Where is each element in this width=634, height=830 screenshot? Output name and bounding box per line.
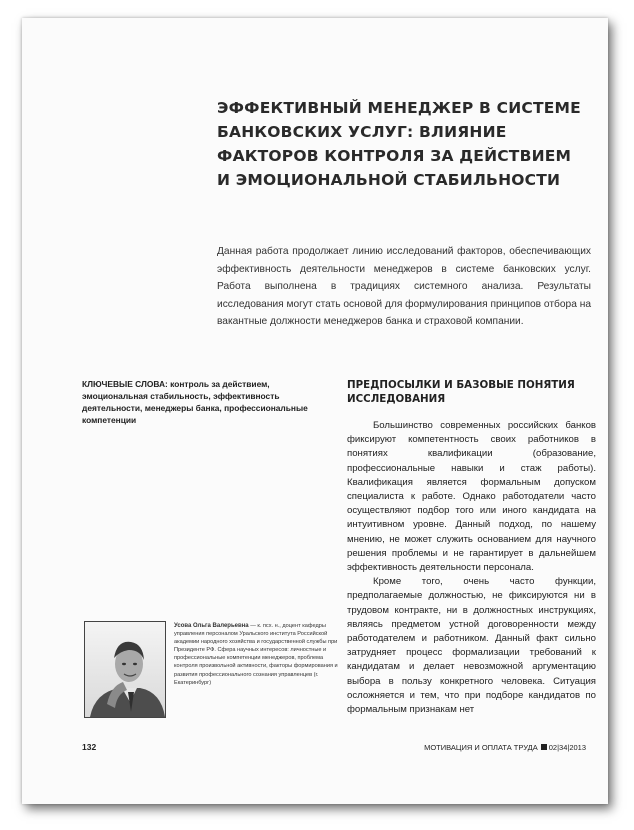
body-paragraph: Кроме того, очень часто функции, предполагаемые должностью, не фиксируются ни в трудовом контракте, ни в должностных инструкциях, являясь предметом устной договоренности между работодателем и работником. Данный факт сильно затрудняет процесс формализации требований к кандидатам и делает невозможной аргументацию выбора в пользу конкретного человека. Ситуация осложняется и тем, что при подборе кандидатов по формальным признакам нет [347,576,596,716]
title-line: И ЭМОЦИОНАЛЬНОЙ СТАБИЛЬНОСТИ [217,171,561,189]
journal-footer [424,743,586,752]
journal-issue: 02|34|2013 [548,743,586,752]
journal-name: МОТИВАЦИЯ И ОПЛАТА ТРУДА [424,743,538,752]
section-heading: ПРЕДПОСЫЛКИ И БАЗОВЫЕ ПОНЯТИЯ ИССЛЕДОВАНИЯ [347,379,575,405]
page-number: 132 [82,742,97,752]
author-info [174,622,344,687]
article-title [217,96,597,192]
article-abstract: Данная работа продолжает линию исследований факторов, обеспечивающих эффективность деятельности менеджеров в системе банковских услуг. Работа выполнена в традициях системного анализа. Результаты исследования могут стать основой для формулирования принципов отбора на вакантные должности менеджеров банка и страховой компании. [217,246,591,327]
title-line: БАНКОВСКИХ УСЛУГ: ВЛИЯНИЕ [217,123,507,141]
body-paragraph: Большинство современных российских банков фиксируют компетентность своих работников в понятиях квалификации (образование, профессиональные навыки и стаж работы). Квалификация является формальным допуском специалиста к работе. Однако работодатели часто осуществляют подбор того или иного кандидата на интуитивном уровне. Данный подход, по нашему мнению, не может служить основанием для научного решения проблемы и не гарантирует в дальнейшем эффективность деятельности персонала. [347,420,596,574]
author-portrait-image [85,622,165,717]
keywords-label: КЛЮЧЕВЫЕ СЛОВА: [82,379,168,389]
article-body [347,419,596,717]
author-bio: — к. псх. н., доцент кафедры управления персоналом Уральского института Российской академии народного хозяйства и государственной службы при Президенте РФ. Сфера научных интересов: личностные и профессиональные компетенции менеджеров, проблема контроля произвольной активности, факторы формирования и развития профессионального сознания управленцев (г. Екатеринбург) [174,623,338,686]
keywords [82,378,312,426]
title-line: ЭФФЕКТИВНЫЙ МЕНЕДЖЕР В СИСТЕМЕ [217,99,581,117]
author-name: Усова Ольга Валерьевна [174,623,249,629]
square-separator-icon [541,744,547,750]
author-photo [84,621,166,718]
keywords-text: контроль за действием, эмоциональная стабильность, эффективность деятельности, менеджеры банка, профессиональные компетенции [82,379,308,425]
title-line: ФАКТОРОВ КОНТРОЛЯ ЗА ДЕЙСТВИЕМ [217,147,572,165]
journal-page [22,18,608,804]
